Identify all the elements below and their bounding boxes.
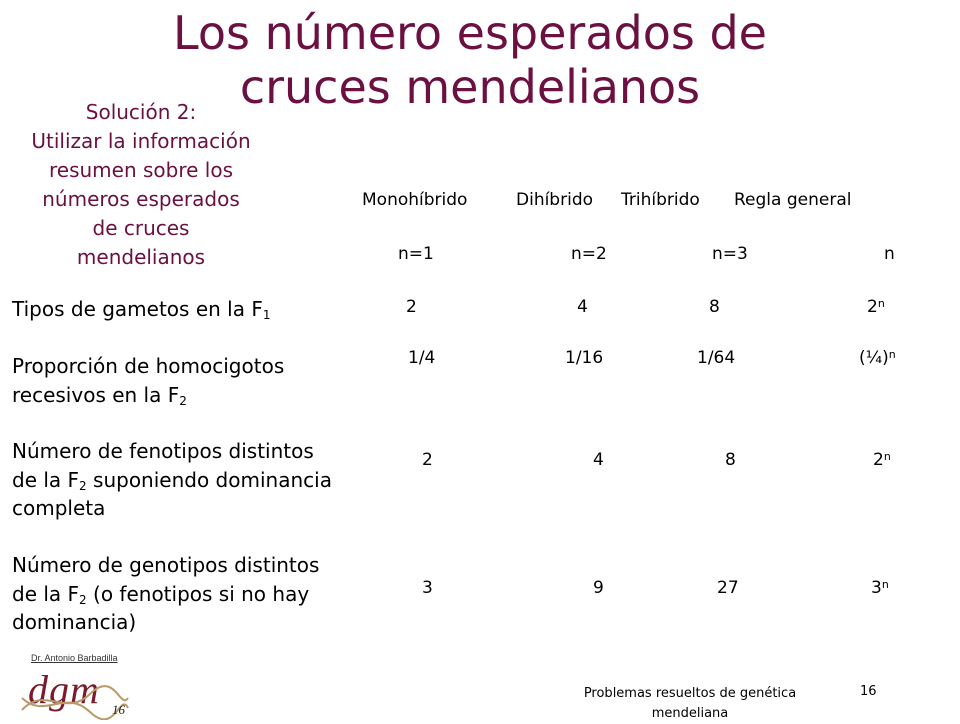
column-header-trihybrid: Trihíbrido bbox=[621, 190, 700, 210]
footer-text: Problemas resueltos de genética mendeliana bbox=[583, 686, 797, 721]
value-cell: 1/16 bbox=[565, 348, 604, 368]
logo-number: 16 bbox=[112, 702, 125, 717]
value-cell: 27 bbox=[717, 578, 739, 598]
subtitle-line: mendelianos bbox=[76, 245, 206, 269]
subtitle-line: Solución 2: bbox=[85, 100, 197, 124]
subtitle-line: resumen sobre los bbox=[48, 158, 233, 182]
subtitle-line: números esperados bbox=[42, 187, 240, 211]
row-label-phenotypes: Número de fenotipos distintos de la $F_2$ suponiendo dominancia completa bbox=[12, 439, 332, 520]
value-cell: (¼)$^n$ bbox=[859, 348, 896, 368]
value-cell: 3$^n$ bbox=[871, 578, 889, 598]
author-link[interactable]: Dr. Antonio Barbadilla bbox=[31, 653, 118, 663]
n-value-dihybrid: n=2 bbox=[571, 244, 607, 264]
n-value-monohybrid: n=1 bbox=[398, 244, 434, 264]
subscript: 1 bbox=[262, 308, 271, 322]
n-value-trihybrid: n=3 bbox=[712, 244, 748, 264]
subtitle-line: de cruces bbox=[92, 216, 190, 240]
value-cell: 2$^n$ bbox=[867, 297, 885, 317]
column-header-monohybrid: Monohíbrido bbox=[362, 190, 468, 210]
value-cell: 1/64 bbox=[697, 348, 736, 368]
value-cell: 4 bbox=[593, 450, 604, 470]
dgm-logo: dgm bbox=[28, 667, 100, 712]
subscript: 2 bbox=[79, 592, 87, 607]
subtitle-line: Utilizar la información bbox=[31, 129, 251, 153]
title-line-1: Los número esperados de bbox=[173, 6, 767, 60]
value-cell: 2 bbox=[406, 297, 417, 317]
n-value-general: n bbox=[884, 244, 895, 264]
value-cell: 4 bbox=[577, 297, 588, 317]
value-cell: 1/4 bbox=[408, 348, 436, 368]
row-label-gamete-types: Tipos de gametos en la $F_1$ bbox=[12, 297, 271, 322]
value-cell: 2$^n$ bbox=[873, 450, 891, 470]
value-cell: 2 bbox=[422, 450, 433, 470]
value-cell: 8 bbox=[725, 450, 736, 470]
subscript: 2 bbox=[179, 393, 187, 408]
row-label-genotypes: Número de genotipos distintos de la $F_2$ (o fenotipos si no hay dominancia) bbox=[12, 553, 320, 634]
subtitle-block bbox=[0, 98, 282, 272]
page-number: 16 bbox=[860, 684, 877, 699]
subscript: 2 bbox=[79, 478, 87, 493]
column-header-dihybrid: Dihíbrido bbox=[516, 190, 594, 210]
value-cell: 8 bbox=[709, 297, 720, 317]
title-line-2: cruces mendelianos bbox=[239, 60, 701, 114]
value-cell: 3 bbox=[422, 578, 433, 598]
row-label-recessive-homozygotes: Proporción de homocigotos recesivos en la $F_2$ bbox=[12, 354, 285, 408]
column-header-general-rule: Regla general bbox=[734, 190, 852, 210]
value-cell: 9 bbox=[593, 578, 604, 598]
